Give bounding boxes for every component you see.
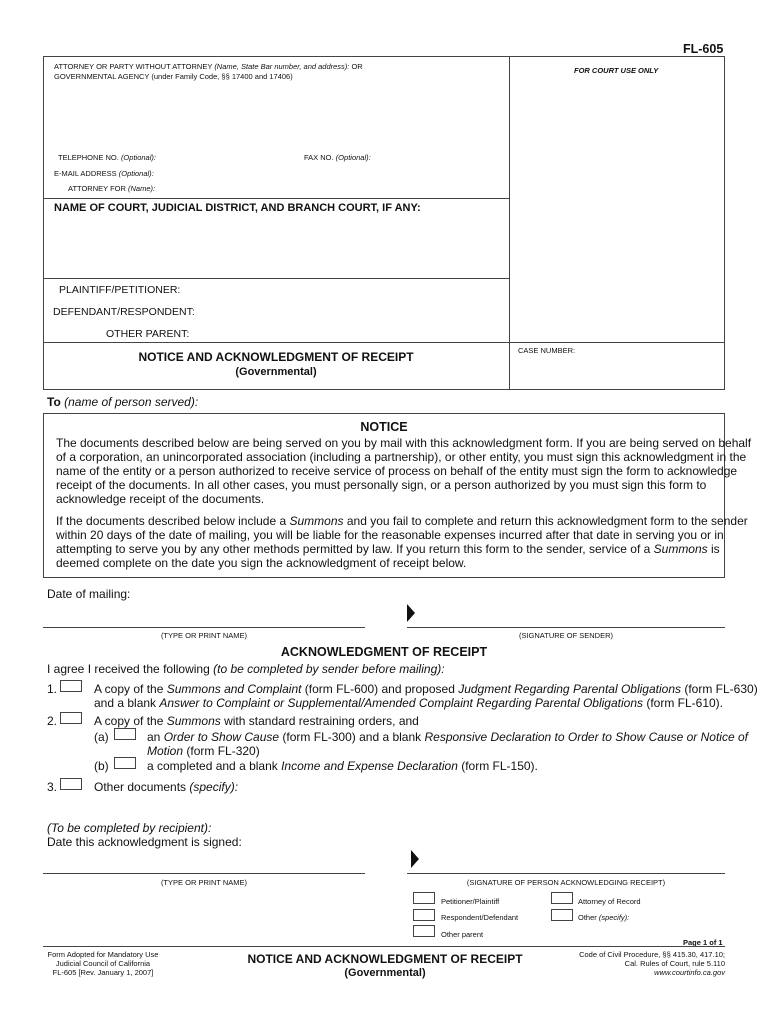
other-parent-checkbox[interactable] xyxy=(413,925,435,937)
code-references: Code of Civil Procedure, §§ 415.30, 417.10; Cal. Rules of Court, rule 5.110 www.courtinfo.ca.gov xyxy=(545,950,725,977)
sender-name-line[interactable] xyxy=(43,627,365,628)
telephone-label: TELEPHONE NO. (Optional): xyxy=(58,153,156,162)
notice-paragraph-2: If the documents described below include a Summons and you fail to complete and return this acknowledgment form to the sender within 20 days of the date of mailing, you will be liable for the reasonable expenses incurred after that date in serving you or in attempting to serve you by any other methods permitted by law. If you return this form to the sender, service of a Summons is deemed complete on the date you sign the acknowledgment of receipt below. xyxy=(56,514,748,570)
to-label: To (name of person served): xyxy=(47,395,199,409)
other-label: Other (specify): xyxy=(578,913,630,922)
attorney-label: ATTORNEY OR PARTY WITHOUT ATTORNEY (Name, State Bar number, and address): OR xyxy=(54,62,363,71)
form-subtitle: (Governmental) xyxy=(235,366,317,378)
court-name-label: NAME OF COURT, JUDICIAL DISTRICT, AND BRANCH COURT, IF ANY: xyxy=(54,202,421,214)
recipient-signature-arrow-icon xyxy=(411,850,419,868)
item-2a-text: an Order to Show Cause (form FL-300) and a blank Responsive Declaration to Order to Show Cause or Notice of Motion (form FL-320) xyxy=(147,730,748,758)
fax-label: FAX NO. (Optional): xyxy=(304,153,371,162)
item-3-number: 3. xyxy=(47,780,58,794)
footer-subtitle: (Governmental) xyxy=(344,967,426,979)
type-name-label: (TYPE OR PRINT NAME) xyxy=(160,631,248,640)
form-adopted: Form Adopted for Mandatory Use Judicial Council of California FL-605 [Rev. January 1, 2007] xyxy=(47,950,159,977)
other-checkbox[interactable] xyxy=(551,909,573,921)
notice-title: NOTICE xyxy=(360,420,408,434)
item-1-number: 1. xyxy=(47,682,58,696)
respondent-checkbox[interactable] xyxy=(413,909,435,921)
item-2b-label: (b) xyxy=(94,759,109,773)
item-2-text: A copy of the Summons with standard restraining orders, and xyxy=(94,714,419,728)
courtinfo-link[interactable]: www.courtinfo.ca.gov xyxy=(654,968,725,977)
agency-label: GOVERNMENTAL AGENCY (under Family Code, §§ 17400 and 17406) xyxy=(54,72,293,81)
recipient-name-line[interactable] xyxy=(43,873,365,874)
other-parent-opt-label: Other parent xyxy=(441,930,484,939)
petitioner-label: Petitioner/Plaintiff xyxy=(441,897,500,906)
attorney-label-opt: Attorney of Record xyxy=(578,897,641,906)
item-1-text: A copy of the Summons and Complaint (form FL-600) and proposed Judgment Regarding Parental Obligations (form FL-630) and a blank Answer to Complaint or Supplemental/Amended Complaint Regarding Parental Obligations (form FL-610). xyxy=(94,682,758,710)
item-2a-label: (a) xyxy=(94,730,109,744)
footer-title: NOTICE AND ACKNOWLEDGMENT OF RECEIPT xyxy=(247,952,523,966)
ack-title: ACKNOWLEDGMENT OF RECEIPT xyxy=(280,645,488,659)
item-2-number: 2. xyxy=(47,714,58,728)
item-2-checkbox[interactable] xyxy=(60,712,82,724)
ack-intro: I agree I received the following (to be completed by sender before mailing): xyxy=(47,662,445,676)
recipient-signature-label: (SIGNATURE OF PERSON ACKNOWLEDGING RECEIPT) xyxy=(466,878,666,887)
respondent-label: Respondent/Defendant xyxy=(441,913,519,922)
plaintiff-label: PLAINTIFF/PETITIONER: xyxy=(59,284,181,296)
recipient-type-name-label: (TYPE OR PRINT NAME) xyxy=(160,878,248,887)
item-1-checkbox[interactable] xyxy=(60,680,82,692)
item-2a-checkbox[interactable] xyxy=(114,728,136,740)
to-be-completed-label: (To be completed by recipient): xyxy=(47,821,212,835)
case-number-label: CASE NUMBER: xyxy=(518,346,576,355)
form-number: FL-605 xyxy=(683,42,724,56)
form-title: NOTICE AND ACKNOWLEDGMENT OF RECEIPT xyxy=(138,350,414,364)
attorney-for-label: ATTORNEY FOR (Name): xyxy=(68,184,156,193)
defendant-label: DEFENDANT/RESPONDENT: xyxy=(53,306,195,318)
item-3-text: Other documents (specify): xyxy=(94,780,239,794)
item-2b-text: a completed and a blank Income and Expense Declaration (form FL-150). xyxy=(147,759,538,773)
recipient-signature-line[interactable] xyxy=(407,873,725,874)
item-3-checkbox[interactable] xyxy=(60,778,82,790)
date-signed-label: Date this acknowledgment is signed: xyxy=(47,835,242,849)
signature-sender-label: (SIGNATURE OF SENDER) xyxy=(518,631,614,640)
attorney-checkbox[interactable] xyxy=(551,892,573,904)
item-2b-checkbox[interactable] xyxy=(114,757,136,769)
court-use-label: FOR COURT USE ONLY xyxy=(574,66,659,75)
signature-arrow-icon xyxy=(407,604,415,622)
caption-divider xyxy=(509,56,510,390)
page-number: Page 1 of 1 xyxy=(683,938,723,947)
notice-paragraph-1: The documents described below are being served on you by mail with this acknowledgment form. If you are being served on behalf of a corporation, an unincorporated association (including a partnership), or other entity, you must sign this acknowledgment in the name of the entity or a person authorized to receive service of process on behalf of the entity must sign the form to acknowledge receipt of the documents. In all other cases, you must personally sign, or a person authorized by you must sign this form to acknowledge receipt of the documents. xyxy=(56,436,752,506)
sender-signature-line[interactable] xyxy=(407,627,725,628)
date-of-mailing-label: Date of mailing: xyxy=(47,587,131,601)
petitioner-checkbox[interactable] xyxy=(413,892,435,904)
email-label: E-MAIL ADDRESS (Optional): xyxy=(54,169,154,178)
other-parent-label: OTHER PARENT: xyxy=(106,328,190,340)
